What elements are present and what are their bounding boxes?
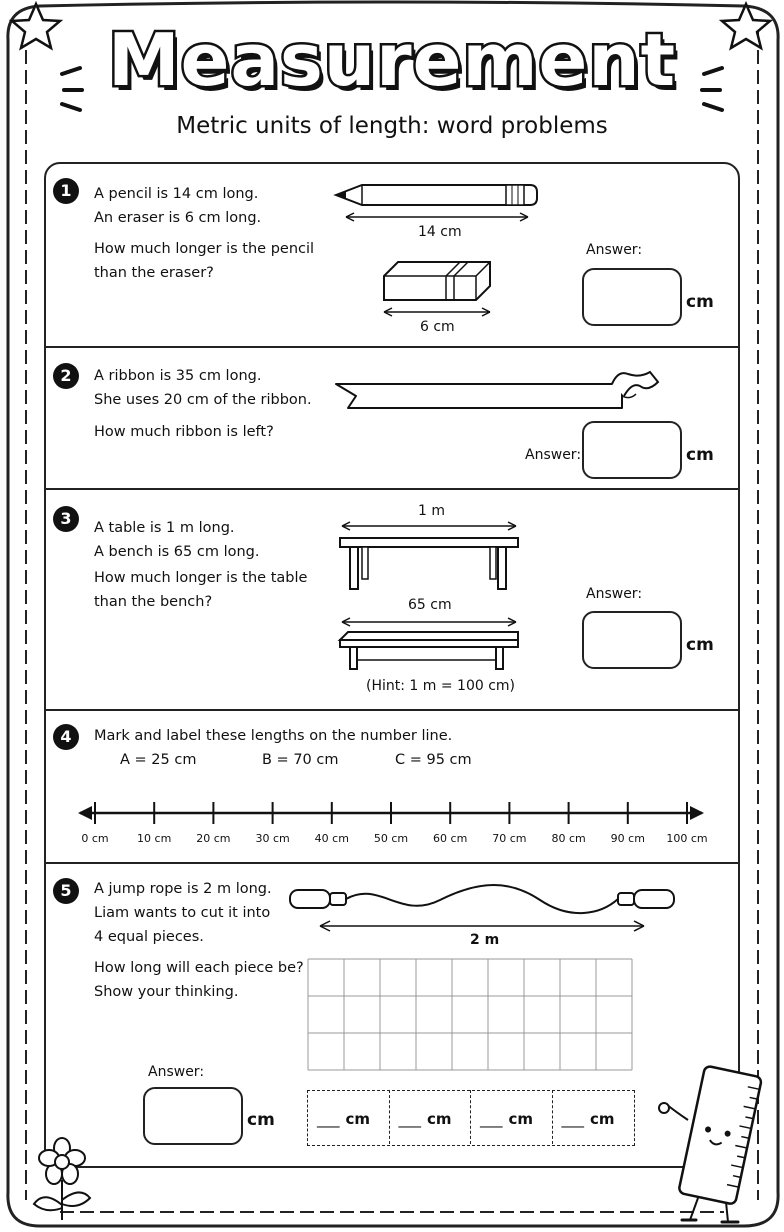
- table-length-label: 1 m: [418, 503, 445, 519]
- page-subtitle: Metric units of length: word problems: [176, 113, 608, 139]
- q5-text-4: How long will each piece be?: [94, 960, 304, 976]
- q3-text-4: than the bench?: [94, 594, 213, 610]
- q4-length-c: C = 95 cm: [395, 752, 472, 768]
- page-title: Measurement: [107, 18, 677, 102]
- q2-text-3: How much ribbon is left?: [94, 424, 274, 440]
- number-line-tick-label: 60 cm: [433, 832, 468, 845]
- question-number-3: 3: [53, 506, 79, 532]
- bench-length-label: 65 cm: [408, 597, 452, 613]
- piece-blank[interactable]: ___: [398, 1110, 421, 1128]
- pencil-length-label: 14 cm: [418, 224, 462, 240]
- number-line-tick-label: 90 cm: [610, 832, 645, 845]
- piece-blank[interactable]: ___: [317, 1110, 340, 1128]
- number-line-tick-label: 70 cm: [492, 832, 527, 845]
- piece-unit: cm: [427, 1110, 452, 1128]
- piece-blank[interactable]: ___: [561, 1110, 584, 1128]
- q3-answer-label: Answer:: [586, 586, 643, 602]
- piece-blank[interactable]: ___: [480, 1110, 503, 1128]
- q3-text-3: How much longer is the table: [94, 570, 308, 586]
- q5-text-2: Liam wants to cut it into: [94, 905, 271, 921]
- q2-answer-label: Answer:: [525, 447, 582, 463]
- q3-unit: cm: [686, 635, 714, 655]
- piece-unit: cm: [508, 1110, 534, 1128]
- q4-length-b: B = 70 cm: [262, 752, 339, 768]
- q5-unit: cm: [247, 1110, 275, 1130]
- number-line-tick-label: 100 cm: [666, 832, 708, 845]
- number-line-tick-label: 0 cm: [81, 832, 109, 845]
- q3-hint: (Hint: 1 m = 100 cm): [366, 678, 516, 694]
- q1-unit: cm: [686, 292, 714, 312]
- q3-text-1: A table is 1 m long.: [94, 520, 235, 536]
- q2-text-2: She uses 20 cm of the ribbon.: [94, 392, 312, 408]
- q5-text-1: A jump rope is 2 m long.: [94, 881, 272, 897]
- piece-unit: cm: [590, 1110, 615, 1128]
- q1-text-3: How much longer is the pencil: [94, 241, 315, 257]
- q1-text-1: A pencil is 14 cm long.: [94, 186, 259, 202]
- question-number-5: 5: [53, 878, 79, 904]
- number-line-tick-label: 50 cm: [373, 832, 409, 845]
- q5-text-3: 4 equal pieces.: [94, 929, 204, 945]
- question-number-4: 4: [53, 724, 79, 750]
- q2-text-1: A ribbon is 35 cm long.: [94, 368, 262, 384]
- q3-text-2: A bench is 65 cm long.: [94, 544, 260, 560]
- q2-unit: cm: [686, 445, 714, 465]
- question-number-1: 1: [53, 178, 79, 204]
- number-line-tick-label: 30 cm: [255, 832, 290, 845]
- number-line-tick-label: 20 cm: [196, 832, 231, 845]
- question-number-2: 2: [53, 363, 79, 389]
- q5-text-5: Show your thinking.: [94, 984, 239, 1000]
- number-line-tick-label: 10 cm: [137, 832, 172, 845]
- q1-text-4: than the eraser?: [94, 265, 214, 281]
- eraser-length-label: 6 cm: [420, 319, 455, 335]
- number-line-tick-label: 80 cm: [551, 832, 586, 845]
- q4-text-1: Mark and label these lengths on the number line.: [94, 728, 453, 744]
- piece-unit: cm: [345, 1110, 371, 1128]
- rope-length-label: 2 m: [470, 932, 500, 948]
- q5-answer-label: Answer:: [148, 1064, 205, 1080]
- q1-answer-label: Answer:: [586, 242, 643, 258]
- q1-text-2: An eraser is 6 cm long.: [94, 210, 262, 226]
- number-line-tick-label: 40 cm: [314, 832, 349, 845]
- q4-length-a: A = 25 cm: [120, 752, 197, 768]
